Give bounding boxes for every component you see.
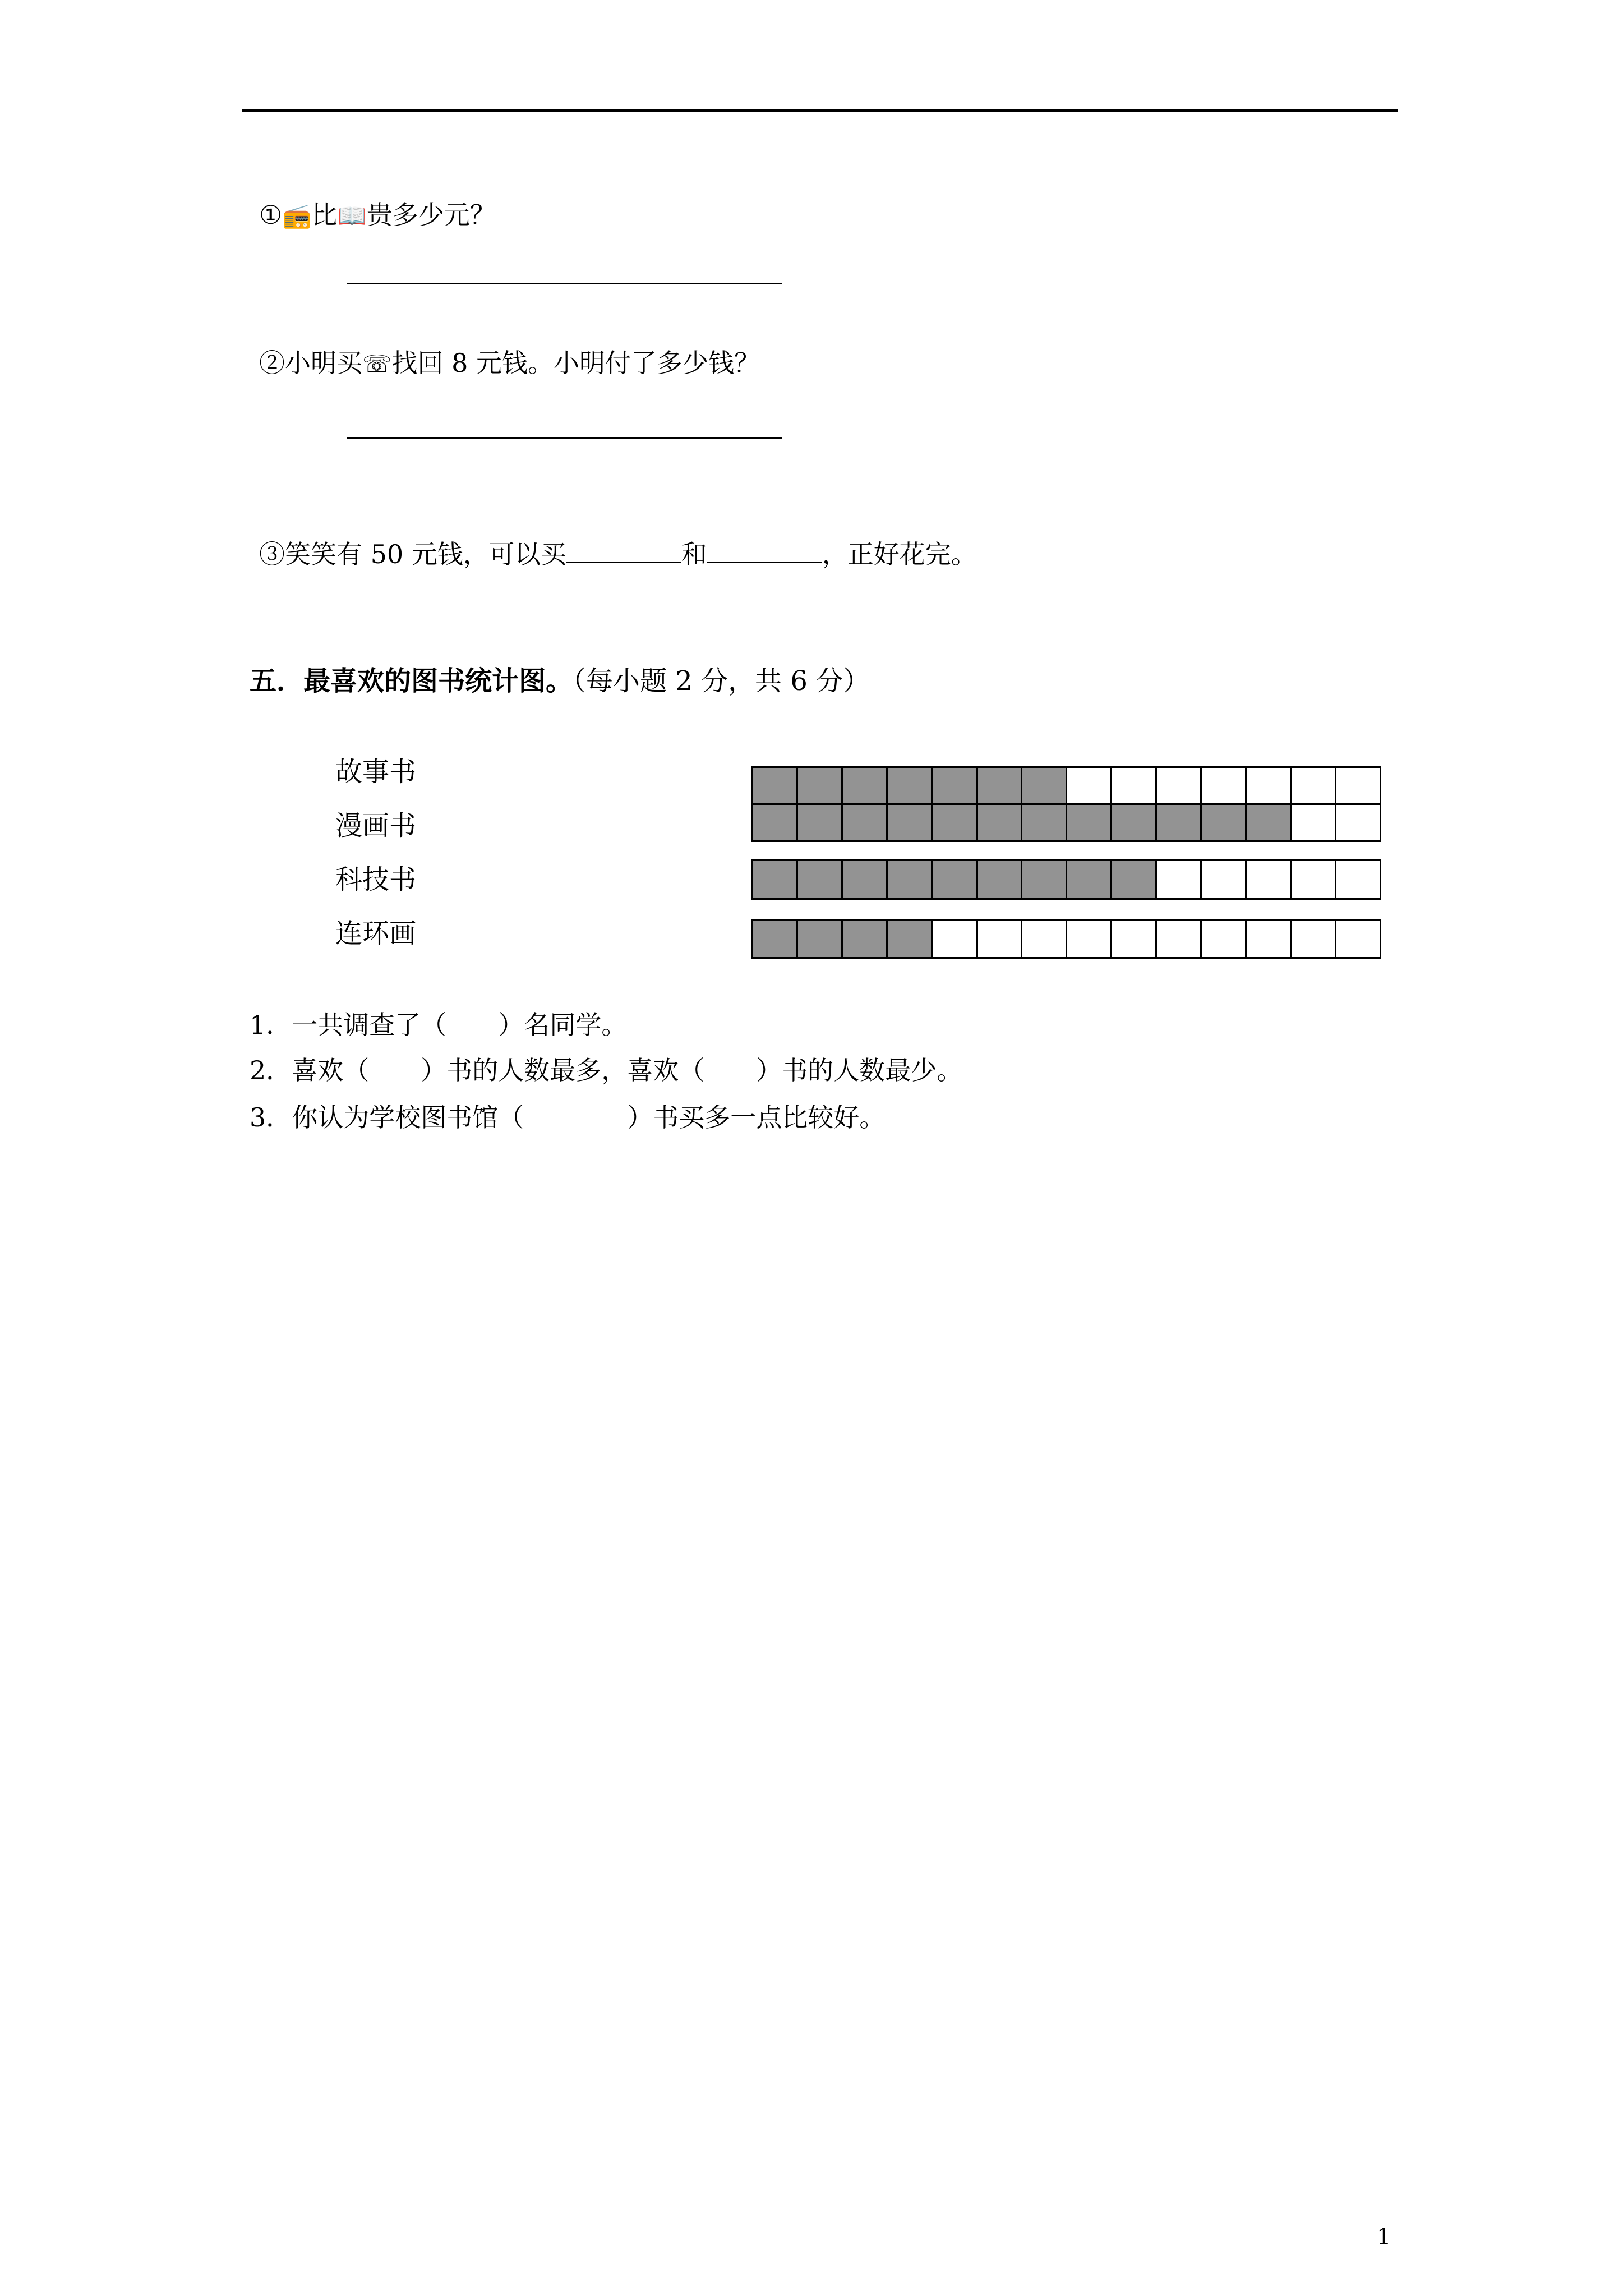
book-icon: 📖 xyxy=(337,202,367,229)
chart-bar-cell-empty xyxy=(1290,859,1336,900)
chart-bar-cell-filled xyxy=(886,919,933,959)
list-item-question-2: 2．喜欢（ ）书的人数最多，喜欢（ ）书的人数最少。 xyxy=(250,1055,963,1085)
blank-item-1[interactable] xyxy=(566,536,681,563)
chart-bar-cell-empty xyxy=(1290,766,1336,805)
section-5-heading: 五．最喜欢的图书统计图。 xyxy=(250,665,573,697)
chart-bar-cell-empty xyxy=(1155,919,1202,959)
chart-row-story xyxy=(751,766,1381,805)
chart-bar-cell-filled xyxy=(841,859,888,900)
question-3-part1: ③笑笑有 50 元钱，可以买 xyxy=(259,539,566,569)
chart-bar-cell-filled xyxy=(1021,859,1067,900)
chart-bar-cell-filled xyxy=(1110,859,1157,900)
chart-bar-cell-filled xyxy=(886,803,933,842)
chart-bar-cell-empty xyxy=(1066,919,1112,959)
chart-bar-cell-filled xyxy=(841,803,888,842)
chart-bar-cell-filled xyxy=(1200,803,1247,842)
question-2-suffix: 找回 8 元钱。小明付了多少钱？ xyxy=(391,348,760,378)
answer-line-1[interactable] xyxy=(347,283,782,284)
chart-bar-cell-empty xyxy=(1110,766,1157,805)
chart-bar-cell-empty xyxy=(1200,766,1247,805)
chart-bar-cell-filled xyxy=(751,919,798,959)
section-5-note: （每小题 2 分，共 6 分） xyxy=(573,665,870,697)
chart-bar-cell-filled xyxy=(841,919,888,959)
chart-bar-cell-empty xyxy=(1335,859,1381,900)
chart-bar-cell-filled xyxy=(886,859,933,900)
chart-bar-cell-filled xyxy=(796,919,843,959)
header-rule xyxy=(242,109,1398,112)
list-item-question-1: 1．一共调查了（ ）名同学。 xyxy=(250,1010,628,1040)
question-1-suffix: 贵多少元？ xyxy=(366,200,496,230)
chart-bar-cell-filled xyxy=(931,766,978,805)
chart-bar-cell-empty xyxy=(976,919,1022,959)
chart-bar-cell-empty xyxy=(1155,766,1202,805)
chart-bar-cell-filled xyxy=(841,766,888,805)
question-2-prefix: ②小明买 xyxy=(259,348,362,378)
chart-bar-cell-filled xyxy=(886,766,933,805)
chart-bar-cell-empty xyxy=(1155,859,1202,900)
chart-row-picture-story xyxy=(751,919,1381,959)
section-5-title xyxy=(250,664,870,698)
chart-bar-cell-filled xyxy=(976,859,1022,900)
chart-label-comic: 漫画书 xyxy=(335,810,417,841)
chart-bar-cell-empty xyxy=(1245,766,1292,805)
chart-bar-cell-filled xyxy=(751,803,798,842)
chart-bar-cell-empty xyxy=(1245,859,1292,900)
chart-bar-cell-empty xyxy=(1021,919,1067,959)
chart-bar-cell-empty xyxy=(931,919,978,959)
chart-bar-cell-filled xyxy=(1245,803,1292,842)
chart-bar-cell-empty xyxy=(1290,803,1336,842)
radio-icon: 📻 xyxy=(282,202,312,229)
chart-bar-cell-filled xyxy=(1155,803,1202,842)
answer-line-2[interactable] xyxy=(347,437,782,439)
chart-bar-cell-empty xyxy=(1335,919,1381,959)
chart-bar-cell-filled xyxy=(1066,803,1112,842)
chart-bar-cell-filled xyxy=(931,803,978,842)
question-3 xyxy=(259,536,977,571)
chart-bar-cell-filled xyxy=(1021,803,1067,842)
chart-bar-cell-empty xyxy=(1290,919,1336,959)
chart-bar-cell-empty xyxy=(1200,859,1247,900)
chart-bar-cell-empty xyxy=(1335,803,1381,842)
chart-bar-cell-filled xyxy=(796,859,843,900)
chart-bar-cell-filled xyxy=(976,803,1022,842)
chart-bar-cell-filled xyxy=(751,766,798,805)
chart-row-science xyxy=(751,859,1381,900)
chart-bar-cell-filled xyxy=(751,859,798,900)
list-item-question-3: 3．你认为学校图书馆（ ）书买多一点比较好。 xyxy=(250,1102,886,1133)
chart-label-science: 科技书 xyxy=(335,864,417,895)
chart-bar-cell-filled xyxy=(931,859,978,900)
question-1-mid: 比 xyxy=(311,200,338,230)
chart-bar-cell-filled xyxy=(1021,766,1067,805)
question-3-part3: ，正好花完。 xyxy=(822,539,977,569)
question-2 xyxy=(259,346,760,381)
page-number: 1 xyxy=(1377,2224,1391,2250)
chart-bar-cell-filled xyxy=(1066,859,1112,900)
telephone-icon: ☏ xyxy=(362,350,392,378)
chart-bar-cell-filled xyxy=(796,803,843,842)
chart-bar-cell-filled xyxy=(796,766,843,805)
chart-label-story: 故事书 xyxy=(335,756,417,788)
chart-bar-cell-empty xyxy=(1110,919,1157,959)
question-1-prefix: ① xyxy=(259,200,283,230)
blank-item-2[interactable] xyxy=(707,536,822,563)
chart-row-comic xyxy=(751,803,1381,842)
chart-label-picture-story: 连环画 xyxy=(335,918,417,949)
chart-bar-cell-empty xyxy=(1335,766,1381,805)
chart-bar-cell-empty xyxy=(1245,919,1292,959)
question-1 xyxy=(259,198,496,233)
question-3-part2: 和 xyxy=(681,539,707,569)
chart-bar-cell-empty xyxy=(1200,919,1247,959)
chart-bar-cell-filled xyxy=(976,766,1022,805)
chart-bar-cell-filled xyxy=(1110,803,1157,842)
chart-bar-cell-empty xyxy=(1066,766,1112,805)
